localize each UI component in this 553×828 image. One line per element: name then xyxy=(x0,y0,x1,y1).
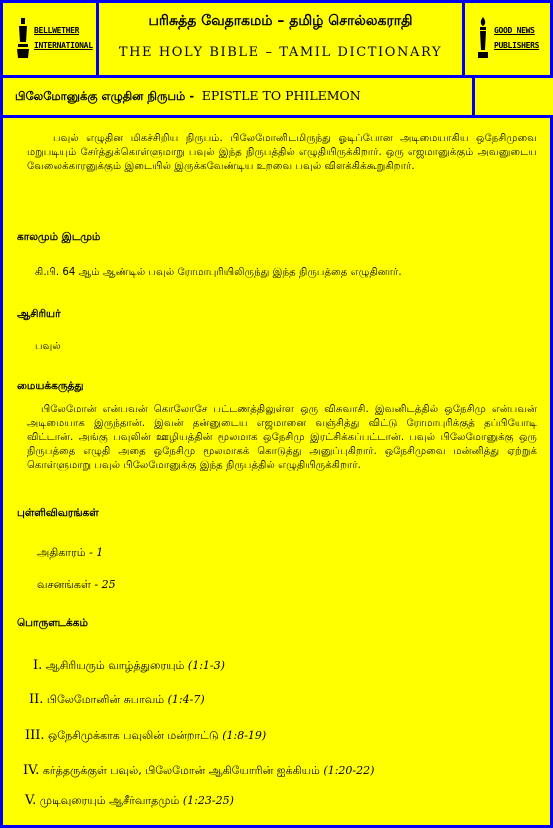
time-place-text: கி.பி. 64 ஆம் ஆண்டில் பவுல் ரோமாபுரியிலிருந்து இந்த நிருபத்தை எழுதினார். xyxy=(35,267,402,278)
book-title-tamil: பிலேமோனுக்கு எழுதின நிருபம் - xyxy=(15,89,195,103)
theme-paragraph: பிலேமோன் என்பவன் கொலோசே பட்டணத்திலுள்ள ஒரு விசுவாசி. இவனிடத்தில் ஒநேசிமு என்பவன் அடிமையாக இருந்தான். இவன் தன்னுடைய எஜமானை வஞ்சித்து விட்டு ரோமாபுரிக்குத் தப்பியோடி விட்டான். அங்கு பவுலின் ஊழியத்தின் மூலமாக ஒநேசிமு இரட்சிக்கப்பட்டான். பவுல் பிலேமோனுக்கு ஒரு நிருபத்தை எழுதி அதை ஒநேசிமு மூலமாகக் கொடுத்து அனுப்புகிறார். ஒநேசிமுவை மன்னித்து ஏற்றுக் கொள்ளுமாறு பவுல் பிலேமோனுக்கு இந்த நிருபத்தில் எழுதியிருக்கிறார். xyxy=(27,404,537,471)
logo-right-line2: PUBLISHERS xyxy=(494,41,540,50)
logo-right-line1: GOOD NEWS xyxy=(494,26,535,35)
logo-left-line2: INTERNATIONAL xyxy=(34,41,93,50)
contents-item-text: ஆசிரியரும் வாழ்த்துரையும் xyxy=(45,659,185,672)
verses-row xyxy=(37,578,116,593)
chapters-row xyxy=(37,546,103,561)
book-title xyxy=(15,88,361,105)
contents-item-number: IV. xyxy=(23,763,40,778)
header-title-tamil: பரிசுத்த வேதாகமம் – தமிழ் சொல்லகராதி xyxy=(148,13,413,29)
contents-item-text: ஒநேசிமுக்காக பவுலின் மன்றாட்டு xyxy=(48,729,219,742)
contents-heading: பொருளடக்கம் xyxy=(17,617,88,629)
contents-item-number: V. xyxy=(25,793,37,808)
bellwether-logo-text xyxy=(34,23,93,53)
contents-item-ref: (1:4-7) xyxy=(167,693,205,706)
dictionary-header xyxy=(96,0,465,78)
contents-item xyxy=(25,728,266,744)
bellwether-logo-box xyxy=(0,0,99,78)
contents-item xyxy=(29,692,205,708)
intro-paragraph: பவுல் எழுதின மிகச்சிறிய நிருபம். பிலேமோனிடமிருந்து ஓடிப்போன அடிமையாகிய ஒநேசிமுவை மறுபடியும் சேர்த்துக்கொள்ளுமாறு பவுல் இந்த நிருபத்தில் எழுதியிருக்கிறார். ஒரு எஜமானுக்கும் அவனுடைய வேலைக்காரனுக்கும் இடையில் இருக்கவேண்டிய உறவை பவுல் விளக்கிக்கூறுகிறார். xyxy=(27,133,537,172)
good-news-logo-box xyxy=(462,0,553,78)
contents-item-number: I. xyxy=(33,658,43,673)
contents-item xyxy=(33,658,225,674)
author-heading: ஆசிரியர் xyxy=(17,308,61,320)
good-news-logo-text xyxy=(494,23,539,53)
contents-item xyxy=(25,793,234,809)
header-title-english: THE HOLY BIBLE – TAMIL DICTIONARY xyxy=(118,45,443,60)
contents-item-number: II. xyxy=(29,692,44,707)
torch-icon xyxy=(475,16,491,60)
contents-item-text: கர்த்தருக்குள் பவுல், பிலேமோன் ஆகியோரின் ஐக்கியம் xyxy=(42,764,320,777)
book-title-bar xyxy=(0,75,475,118)
contents-item-ref: (1:20-22) xyxy=(323,764,375,777)
contents-item-ref: (1:23-25) xyxy=(182,794,234,807)
logo-left-line1: BELLWETHER xyxy=(34,26,80,35)
book-title-english: EPISTLE TO PHILEMON xyxy=(201,88,361,103)
chapters-value: - 1 xyxy=(89,546,104,559)
statistics-heading: புள்ளிவிவரங்கள் xyxy=(17,507,99,519)
verses-label: வசனங்கள் xyxy=(37,578,91,591)
contents-item-text: பிலேமோனின் சுபாவம் xyxy=(46,693,165,706)
contents-item-number: III. xyxy=(25,728,45,743)
chapters-label: அதிகாரம் xyxy=(37,546,86,559)
theme-heading: மையக்கருத்து xyxy=(17,380,84,392)
author-text: பவுல் xyxy=(35,341,61,352)
time-place-heading: காலமும் இடமும் xyxy=(17,231,101,243)
contents-item xyxy=(23,763,374,779)
verses-value: - 25 xyxy=(94,578,116,591)
content-panel xyxy=(0,115,553,828)
contents-item-ref: (1:8-19) xyxy=(222,729,267,742)
contents-item-ref: (1:1-3) xyxy=(187,659,225,672)
lamp-icon xyxy=(15,16,31,60)
contents-item-text: முடிவுரையும் ஆசீர்வாதமும் xyxy=(39,794,180,807)
